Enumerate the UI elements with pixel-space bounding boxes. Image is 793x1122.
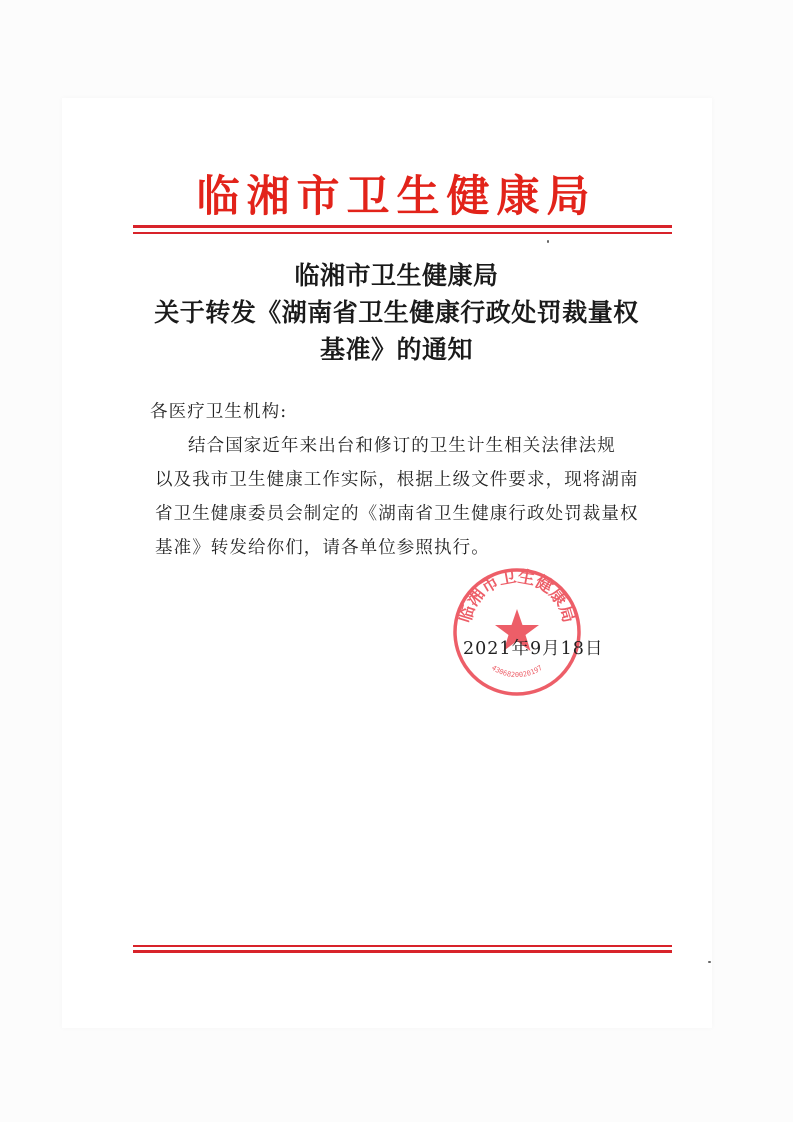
- issue-date: 2021年9月18日: [463, 639, 604, 659]
- salutation: 各医疗卫生机构:: [150, 402, 288, 422]
- footer-divider-thin: [133, 945, 672, 947]
- footer-divider-thick: [133, 950, 672, 953]
- scan-speck: [547, 240, 549, 243]
- notice-title-line-3: 基准》的通知: [319, 335, 473, 364]
- scan-speck: [708, 961, 711, 963]
- seal-code: 4306820020197: [490, 663, 544, 680]
- letterhead-title: 临湘市卫生健康局: [196, 172, 597, 222]
- body-line-3: 省卫生健康委员会制定的《湖南省卫生健康行政处罚裁量权: [155, 504, 639, 524]
- notice-title-line-2: 关于转发《湖南省卫生健康行政处罚裁量权: [154, 298, 639, 327]
- header-divider-thin: [133, 232, 672, 234]
- body-line-4: 基准》转发给你们，请各单位参照执行。: [155, 538, 490, 558]
- official-seal: [450, 565, 584, 699]
- body-line-1: 结合国家近年来出台和修订的卫生计生相关法律法规: [188, 436, 616, 456]
- paper-sheet: [62, 98, 712, 1028]
- seal-text: 临湘市卫生健康局: [455, 566, 579, 626]
- header-divider-thick: [133, 225, 672, 228]
- body-line-2: 以及我市卫生健康工作实际，根据上级文件要求，现将湖南: [155, 470, 639, 490]
- notice-title-line-1: 临湘市卫生健康局: [294, 261, 499, 290]
